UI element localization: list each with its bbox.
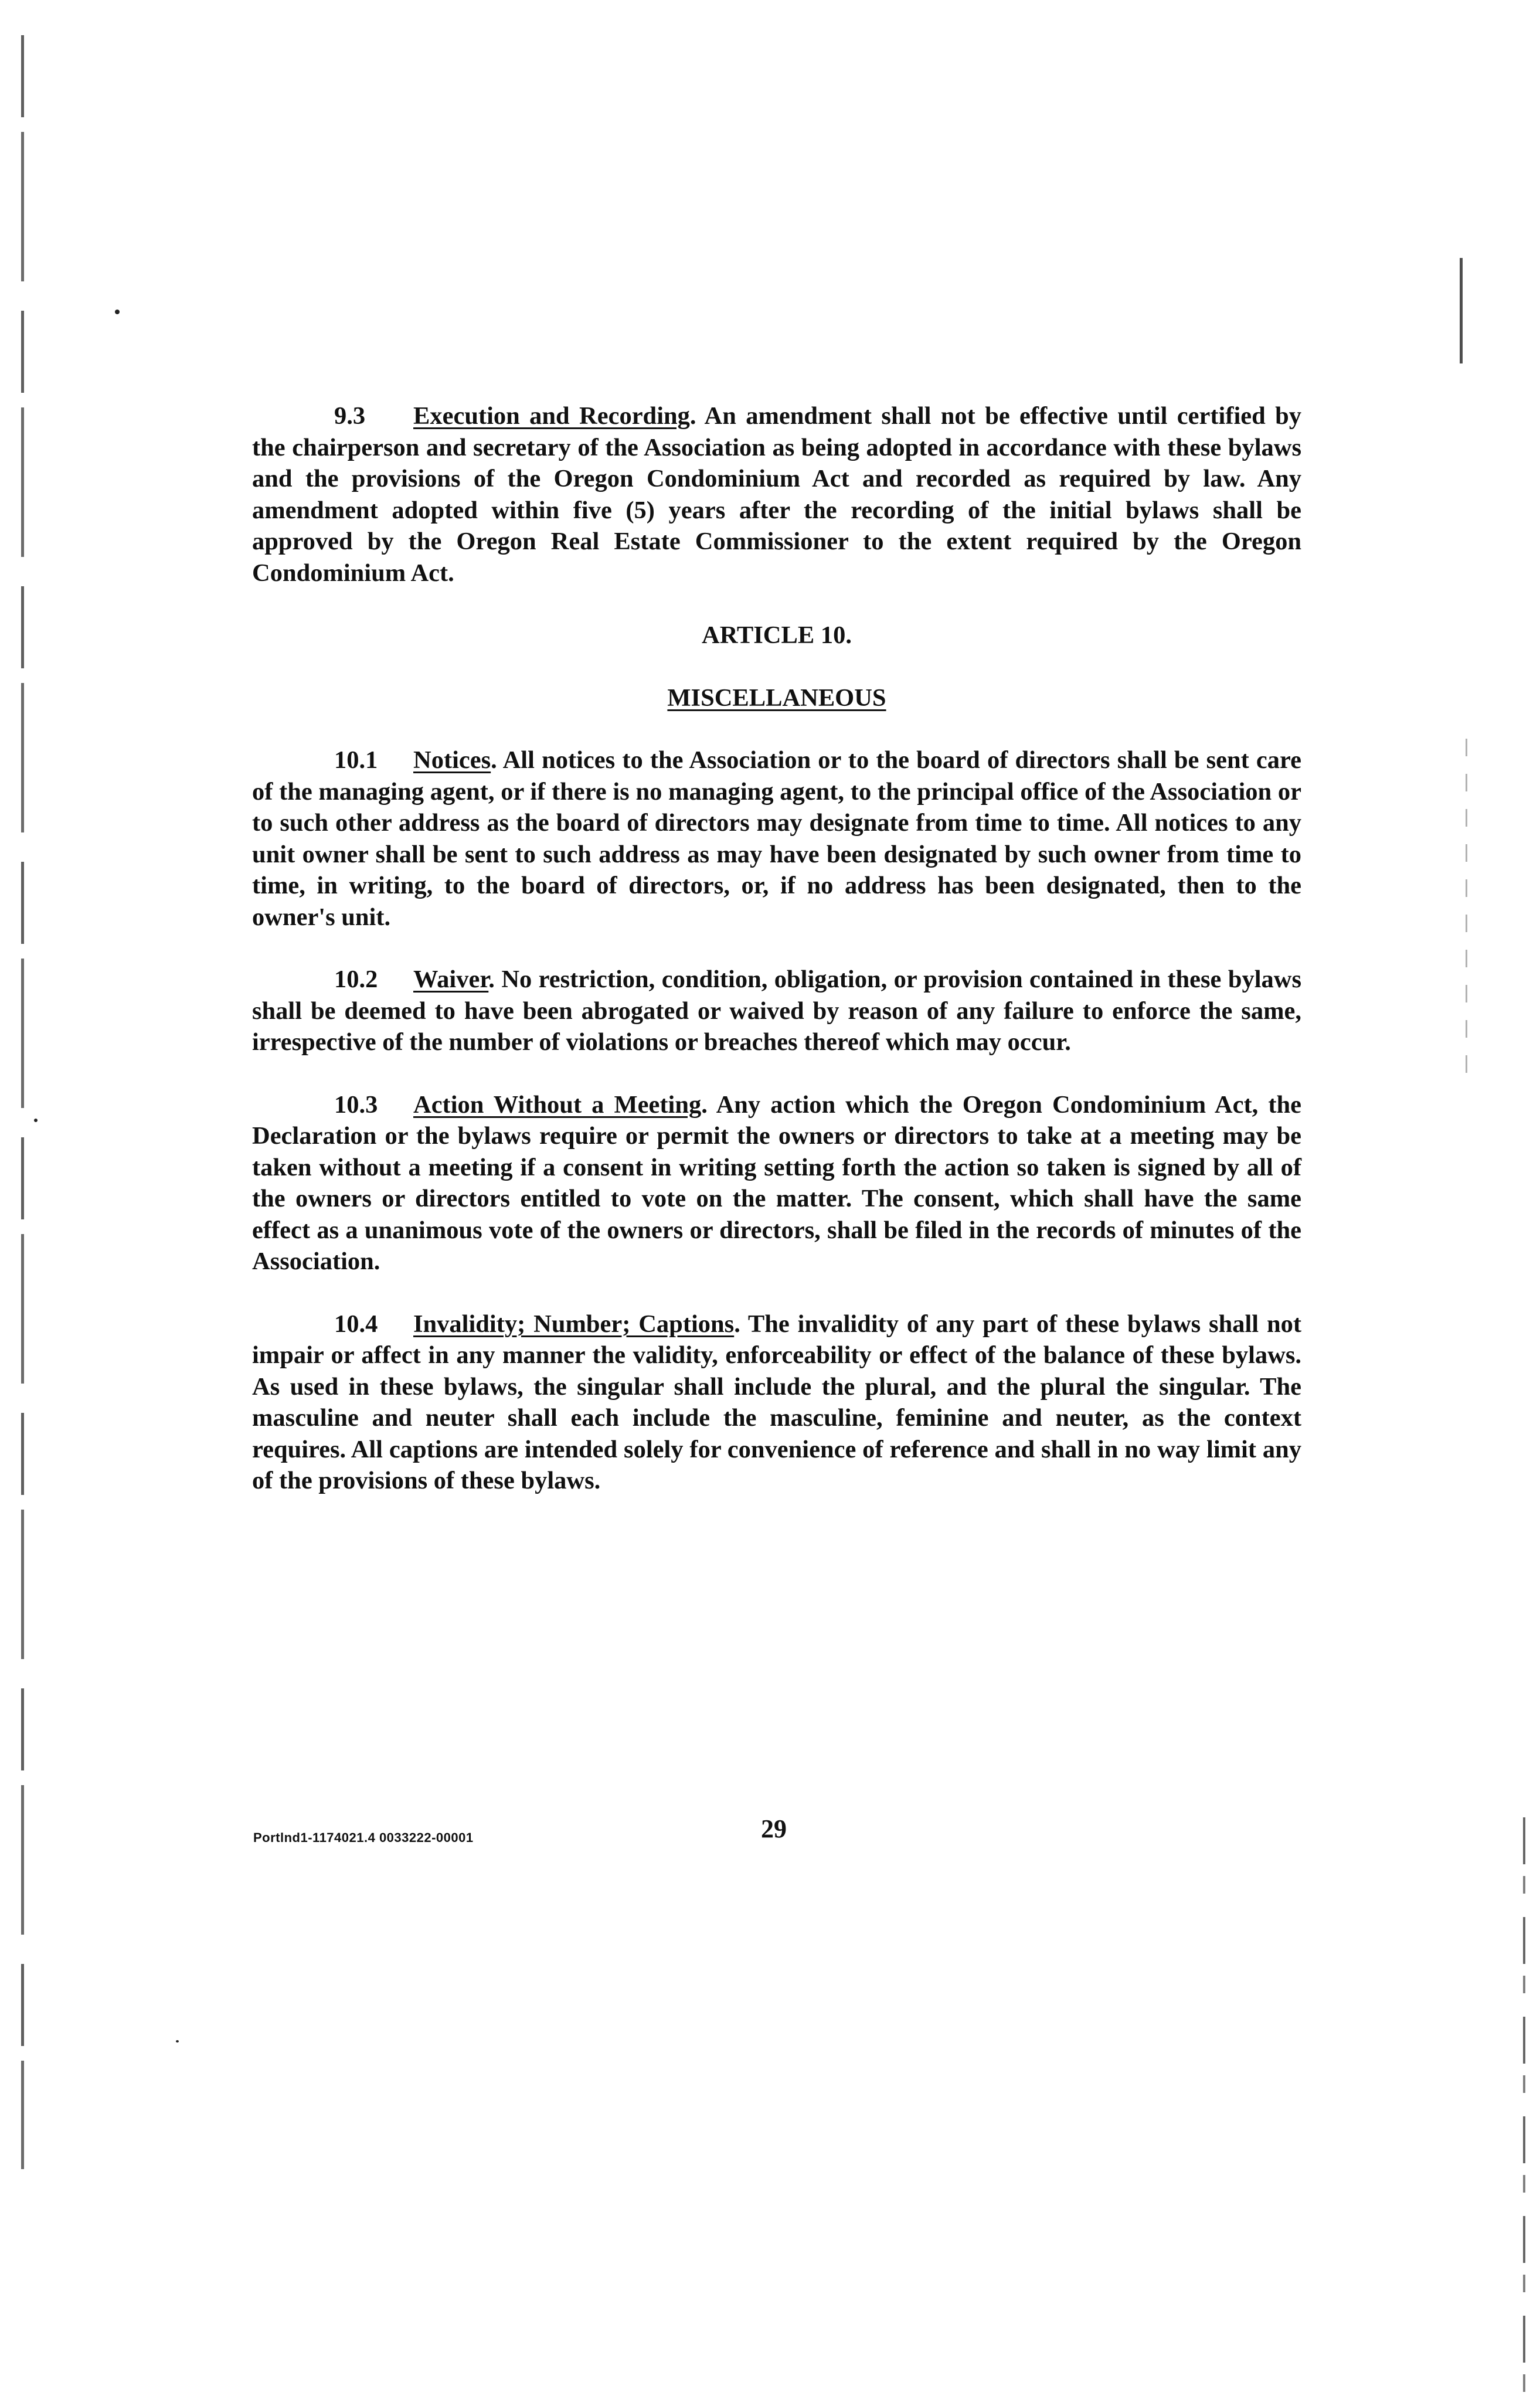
scan-speck xyxy=(34,1119,38,1122)
scan-speck xyxy=(115,310,120,314)
document-id: Portlnd1-1174021.4 0033222-00001 xyxy=(253,1830,474,1845)
section-heading: Execution and Recording xyxy=(413,402,690,430)
section-number: 10.3 xyxy=(334,1090,378,1119)
section-heading: Action Without a Meeting xyxy=(413,1090,702,1119)
section-9-3 xyxy=(252,400,1301,589)
section-number: 10.2 xyxy=(334,966,378,993)
section-10-2 xyxy=(252,964,1301,1058)
article-title: ARTICLE 10. xyxy=(702,621,852,649)
scan-edge-right-middle xyxy=(1466,739,1467,1090)
scan-edge-right-top xyxy=(1460,258,1463,363)
article-subtitle: MISCELLANEOUS xyxy=(667,684,886,712)
section-body: . An amendment shall not be effective until certified by the chairperson and secretary of the Association as being adopted in accordance with these bylaws and the provisions of the Oregon Condominium Act and recorded as required by law. Any amendment adopted within five (5) years after the recording of the initial bylaws shall be approved by the Oregon Real Estate Commissioner to the extent required by the Oregon Condominium Act. xyxy=(252,402,1301,587)
section-10-1 xyxy=(252,745,1301,933)
scan-edge-right-bottom xyxy=(1523,1817,1525,2392)
section-number: 10.4 xyxy=(334,1310,378,1338)
section-body: . All notices to the Association or to the board of directors shall be sent care of the managing agent, or if there is no managing agent, to the principal office of the Association or to such other address as the board of directors may designate from time to time. All notices to any unit owner shall be sent to such address as may have been designated by such owner from time to time, in writing, to the board of directors, or, if no address has been designated, then to the owner's unit. xyxy=(252,746,1301,931)
section-body: . Any action which the Oregon Condominium Act, the Declaration or the bylaws require or permit the owners or directors to take at a meeting may be taken without a meeting if a consent in writing setting forth the action so taken is signed by all of the owners or directors entitled to vote on the matter. The consent, which shall have the same effect as a unanimous vote of the owners or directors, shall be filed in the records of minutes of the Association. xyxy=(252,1090,1301,1275)
page-number: 29 xyxy=(761,1814,787,1843)
scan-speck xyxy=(176,2040,179,2042)
section-heading: Notices xyxy=(413,746,491,774)
section-heading: Invalidity; Number; Captions xyxy=(413,1310,735,1338)
scan-edge-left xyxy=(21,35,24,2169)
section-10-3 xyxy=(252,1089,1301,1277)
document-body xyxy=(252,400,1301,1497)
section-heading: Waiver xyxy=(413,966,489,993)
section-number: 10.1 xyxy=(334,746,378,774)
section-number: 9.3 xyxy=(334,402,366,430)
section-body: . The invalidity of any part of these bylaws shall not impair or affect in any manner the validity, enforceability or effect of the balance of these bylaws. As used in these bylaws, the singular shall include the plural, and the plural the singular. The masculine and neuter shall each include the masculine, feminine and neuter, as the context requires. All captions are intended solely for convenience of reference and shall in no way limit any of the provisions of these bylaws. xyxy=(252,1310,1301,1494)
section-10-4 xyxy=(252,1309,1301,1497)
section-body: . No restriction, condition, obligation, or provision contained in these bylaws shall be deemed to have been abrogated or waived by reason of any failure to enforce the same, irrespective of the number of violations or breaches thereof which may occur. xyxy=(252,966,1301,1056)
